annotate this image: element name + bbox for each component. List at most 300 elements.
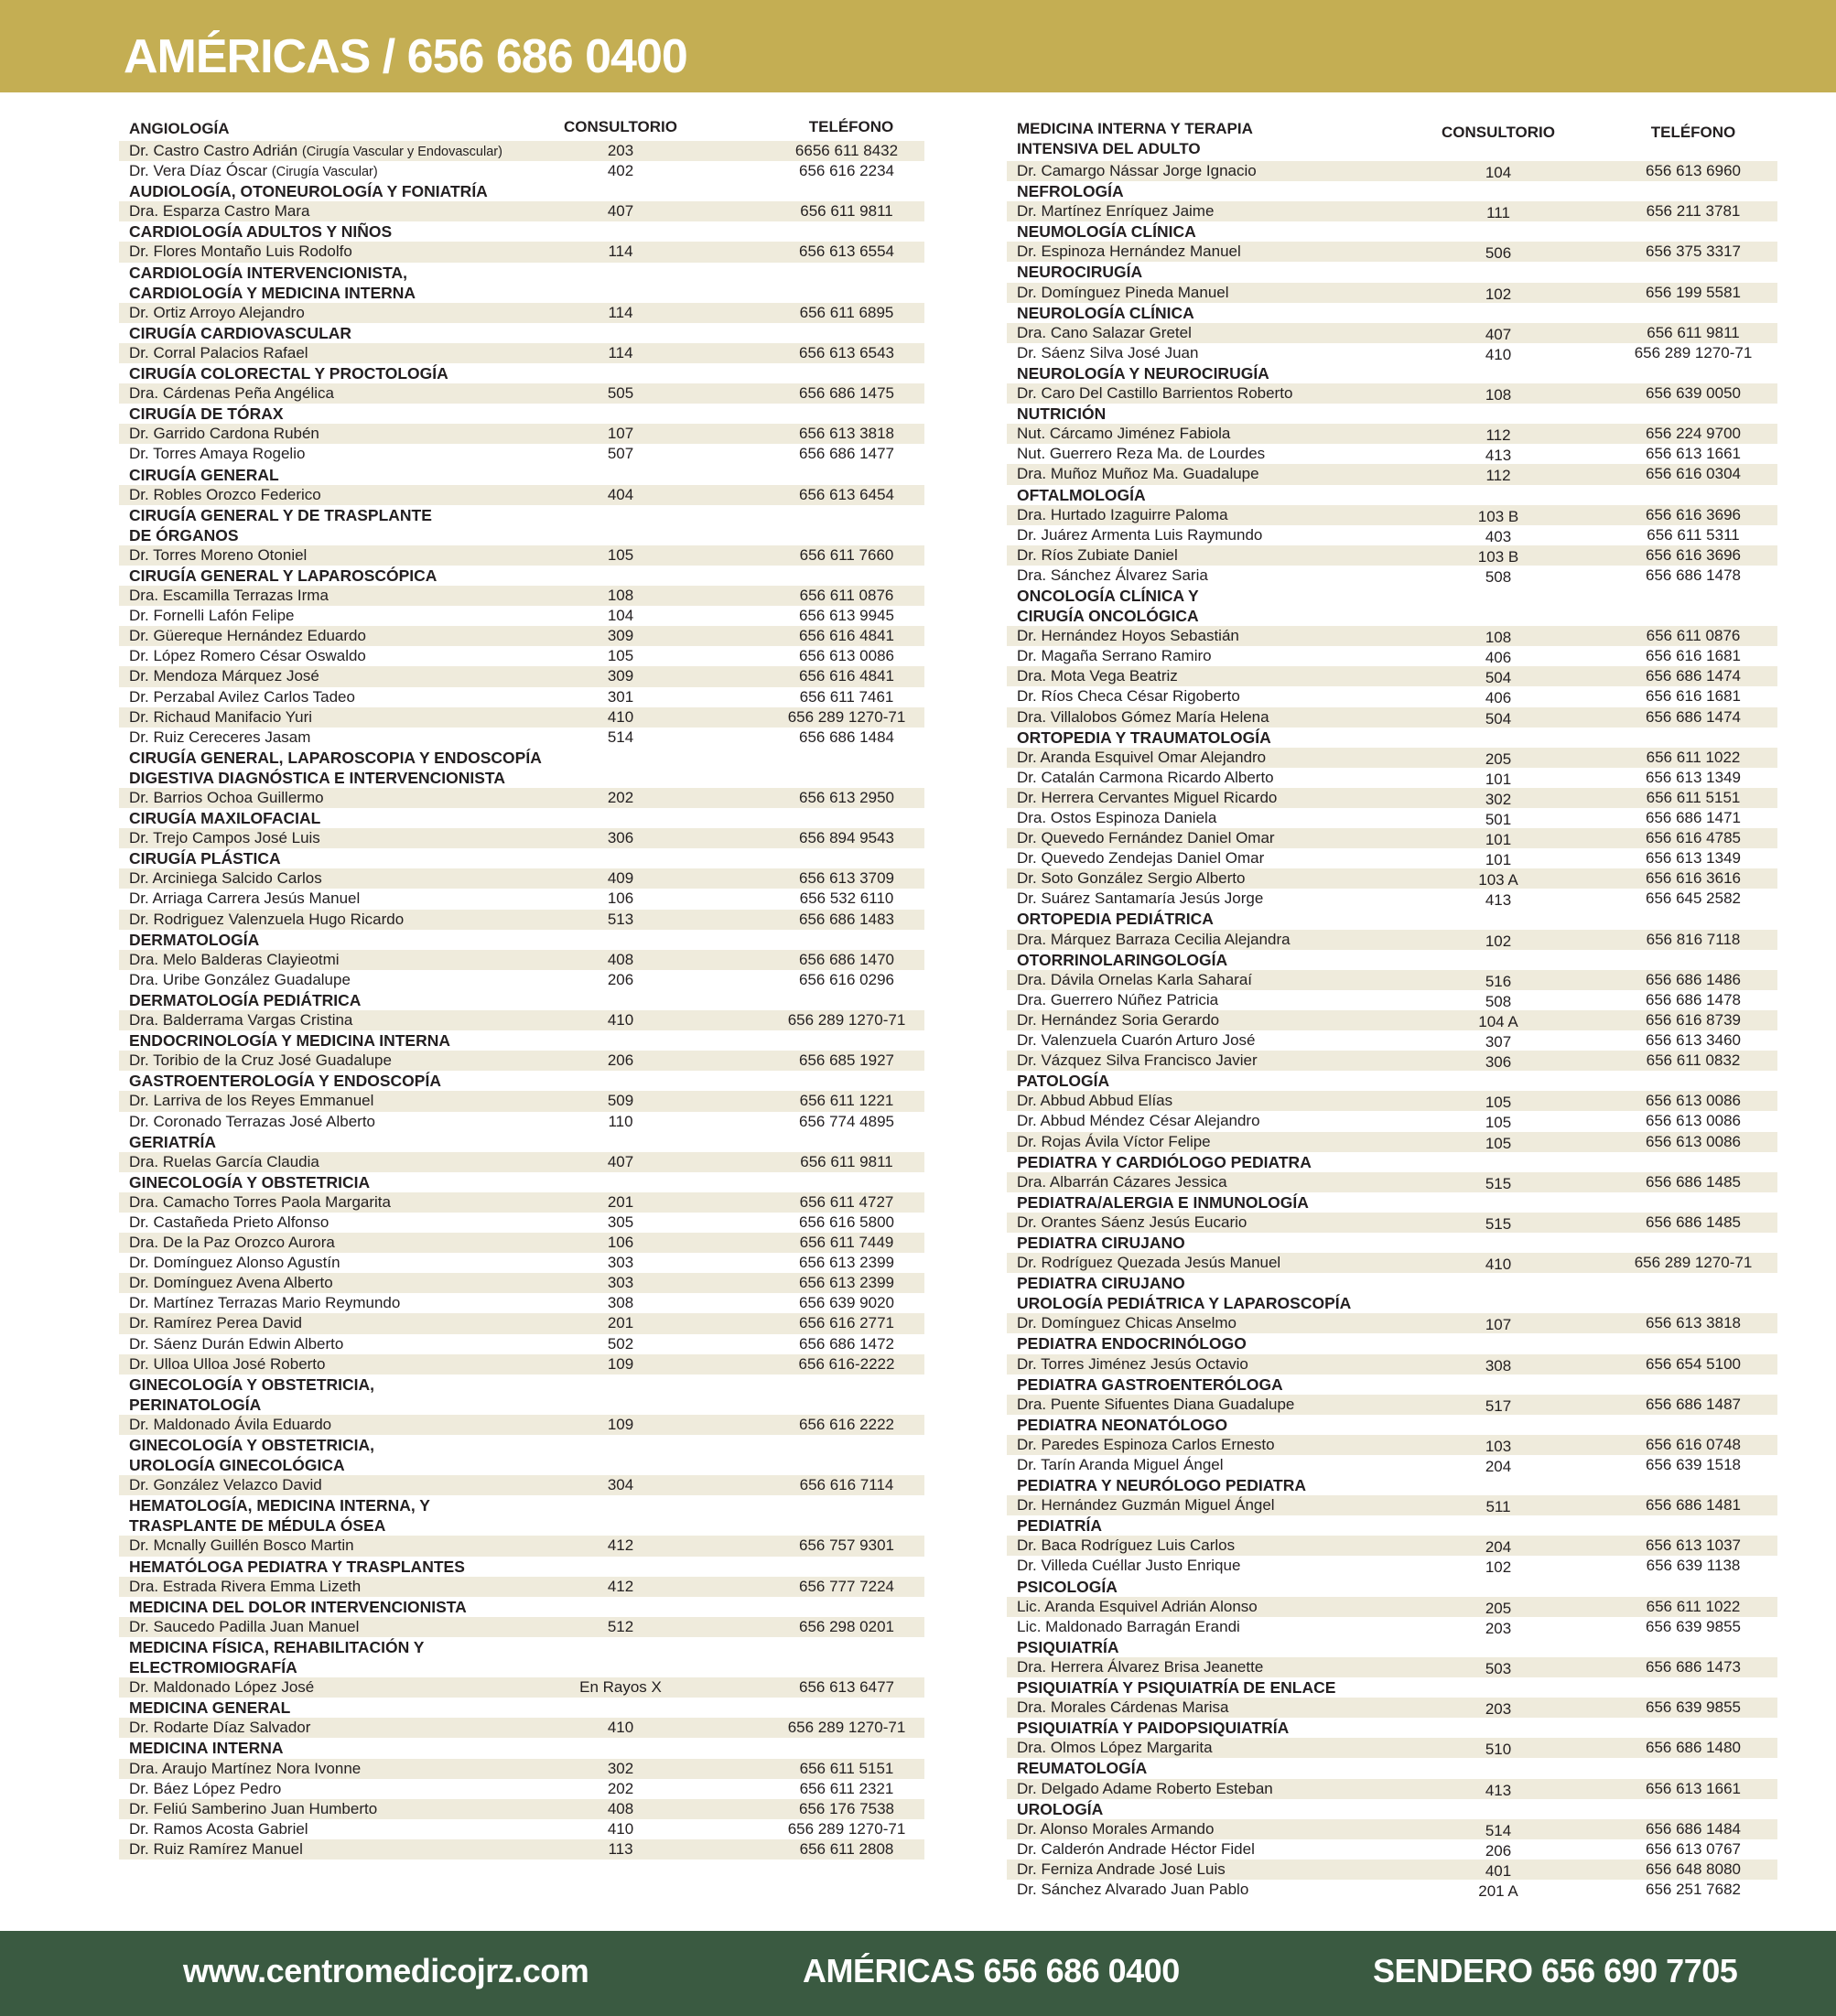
phone-number: 656 289 1270-71 xyxy=(787,1719,906,1737)
doctor-name-text: Dr. Torres Jiménez Jesús Octavio xyxy=(1017,1354,1248,1373)
doctor-name-text: Dr. Castro Castro Adrián xyxy=(129,142,298,159)
doctor-name-text: Dra. Escamilla Terrazas Irma xyxy=(129,587,329,605)
doctor-row xyxy=(1007,1213,1777,1233)
doctor-row xyxy=(1007,788,1777,808)
consultorio-number: 516 xyxy=(1485,972,1512,990)
doctor-name xyxy=(1017,1435,1275,1455)
doctor-row xyxy=(1007,970,1777,990)
specialty-heading: PEDIATRA CIRUJANO xyxy=(1017,1274,1185,1293)
phone-number: 656 686 1472 xyxy=(799,1334,894,1353)
phone-number: 656 686 1477 xyxy=(799,445,894,463)
consultorio-number: 108 xyxy=(1485,386,1512,404)
phone-number: 656 613 1349 xyxy=(1646,849,1741,868)
phone-number: 656 613 1661 xyxy=(1646,445,1741,463)
doctor-name-text: Dr. Ruiz Cereceres Jasam xyxy=(129,728,311,746)
doctor-name-text: Dra. Villalobos Gómez María Helena xyxy=(1017,707,1269,726)
consultorio-number: 203 xyxy=(1485,1700,1512,1719)
website-link[interactable]: www.centromedicojrz.com xyxy=(183,1952,589,1989)
doctor-name xyxy=(129,666,319,686)
doctor-name xyxy=(1017,1819,1214,1839)
doctor-row xyxy=(1007,808,1777,828)
doctor-row xyxy=(1007,748,1777,768)
doctor-name-text: Dr. Torres Amaya Rogelio xyxy=(129,445,306,463)
phone-number: 656 375 3317 xyxy=(1646,243,1741,261)
doctor-row xyxy=(1007,1051,1777,1071)
phone-number: 656 224 9700 xyxy=(1646,425,1741,443)
doctor-row xyxy=(1007,1313,1777,1333)
doctor-row xyxy=(119,141,924,161)
doctor-row xyxy=(119,444,924,464)
phone-number: 656 686 1478 xyxy=(1646,566,1741,584)
phone-number: 656 686 1470 xyxy=(799,950,894,968)
doctor-row xyxy=(1007,505,1777,525)
consultorio-number: 101 xyxy=(1485,851,1512,869)
consultorio-number: 505 xyxy=(607,384,634,403)
phone-number: 656 639 9020 xyxy=(799,1294,894,1312)
doctor-row xyxy=(119,1779,924,1799)
specialty-heading: ONCOLOGÍA CLÍNICA Y xyxy=(1017,586,1199,605)
doctor-name xyxy=(1017,1779,1273,1799)
consultorio-number: 201 A xyxy=(1478,1881,1518,1900)
doctor-name-text: Dr. Richaud Manifacio Yuri xyxy=(129,707,313,726)
doctor-name xyxy=(1017,646,1212,666)
doctor-name-text: Dr. Martínez Terrazas Mario Reymundo xyxy=(129,1294,401,1312)
doctor-name xyxy=(1017,201,1214,221)
phone-number: 656 613 2399 xyxy=(799,1274,894,1292)
doctor-name-text: Dra. Melo Balderas Clayieotmi xyxy=(129,950,340,968)
phone-number: 656 686 1486 xyxy=(1646,970,1741,988)
doctor-name xyxy=(129,1213,329,1233)
specialty-heading: PATOLOGÍA xyxy=(1017,1072,1110,1091)
doctor-name xyxy=(129,828,320,848)
consultorio-number: 308 xyxy=(607,1294,634,1312)
doctor-name xyxy=(1017,545,1178,566)
doctor-name-text: Dr. Rodarte Díaz Salvador xyxy=(129,1719,311,1737)
phone-number: 656 613 6477 xyxy=(799,1678,894,1697)
doctor-name xyxy=(129,1051,392,1071)
consultorio-number: 507 xyxy=(607,445,634,463)
consultorio-number: 101 xyxy=(1485,770,1512,788)
doctor-name-text: Dr. Robles Orozco Federico xyxy=(129,485,321,503)
consultorio-number: 410 xyxy=(607,707,634,726)
doctor-name xyxy=(1017,1313,1237,1333)
doctor-name-text: Dr. Juárez Armenta Luis Raymundo xyxy=(1017,525,1263,544)
doctor-name-text: Dr. Vázquez Silva Francisco Javier xyxy=(1017,1051,1258,1070)
phone-number: 656 298 0201 xyxy=(799,1617,894,1635)
doctor-name-text: Dra. Cano Salazar Gretel xyxy=(1017,323,1192,341)
specialty-heading: CIRUGÍA PLÁSTICA xyxy=(129,849,281,868)
doctor-name xyxy=(1017,383,1292,404)
specialty-heading: UROLOGÍA PEDIÁTRICA Y LAPAROSCOPÍA xyxy=(1017,1294,1352,1313)
consultorio-number: 104 xyxy=(1485,164,1512,181)
doctor-row xyxy=(1007,525,1777,545)
doctor-name-text: Dra. Muñoz Muñoz Ma. Guadalupe xyxy=(1017,465,1259,483)
doctor-name xyxy=(1017,1132,1211,1152)
phone-number: 656 816 7118 xyxy=(1646,930,1741,948)
specialty-heading: CIRUGÍA MAXILOFACIAL xyxy=(129,809,321,828)
doctor-name-text: Dra. Ostos Espinoza Daniela xyxy=(1017,809,1217,826)
specialty-heading: OTORRINOLARINGOLOGÍA xyxy=(1017,950,1228,969)
phone-number: 656 289 1270-71 xyxy=(1634,343,1753,361)
doctor-name xyxy=(129,728,310,748)
doctor-name xyxy=(129,1759,361,1779)
specialty-heading: ORTOPEDIA Y TRAUMATOLOGÍA xyxy=(1017,728,1271,747)
consultorio-number: 105 xyxy=(607,545,634,564)
doctor-name-text: Dr. Domínguez Alonso Agustín xyxy=(129,1254,340,1272)
doctor-name xyxy=(1017,1172,1227,1192)
doctor-name xyxy=(129,201,309,221)
doctor-name-text: Dr. Larriva de los Reyes Emmanuel xyxy=(129,1092,374,1110)
doctor-name-text: Dr. Suárez Santamaría Jesús Jorge xyxy=(1017,889,1264,908)
doctor-name-text: Dr. Sáenz Silva José Juan xyxy=(1017,343,1199,361)
doctor-name-text: Dr. Villeda Cuéllar Justo Enrique xyxy=(1017,1557,1241,1575)
consultorio-number: 112 xyxy=(1485,467,1511,485)
doctor-name xyxy=(129,687,355,707)
consultorio-number: 504 xyxy=(1485,709,1512,728)
consultorio-number: 303 xyxy=(607,1254,634,1272)
consultorio-number: 305 xyxy=(607,1213,634,1231)
phone-number: 656 613 1349 xyxy=(1646,768,1741,786)
doctor-name-text: Dr. Tarín Aranda Miguel Ángel xyxy=(1017,1456,1224,1473)
specialty-heading: CIRUGÍA GENERAL Y LAPAROSCÓPICA xyxy=(129,566,437,585)
specialty-heading: PSICOLOGÍA xyxy=(1017,1577,1118,1596)
consultorio-number: 106 xyxy=(607,889,634,908)
specialty-note: (Cirugía Vascular) xyxy=(271,165,378,180)
doctor-row xyxy=(119,485,924,505)
doctor-name-text: Dra. Uribe González Guadalupe xyxy=(129,970,351,988)
phone-number: 656 613 3818 xyxy=(799,425,894,443)
consultorio-number: 407 xyxy=(607,202,634,221)
doctor-name xyxy=(129,161,378,182)
consultorio-number: 106 xyxy=(607,1234,634,1252)
doctor-name xyxy=(1017,1051,1258,1071)
phone-number: 656 611 5151 xyxy=(799,1759,894,1777)
phone-number: 656 686 1485 xyxy=(1646,1172,1741,1191)
consultorio-number: 514 xyxy=(607,728,634,746)
doctor-name-text: Dra. Ruelas García Claudia xyxy=(129,1152,319,1170)
phone-number: 656 289 1270-71 xyxy=(1634,1254,1753,1272)
doctor-name xyxy=(129,1577,361,1597)
doctor-name xyxy=(1017,1839,1255,1860)
phone-number: 656 645 2582 xyxy=(1646,889,1741,908)
doctor-name-text: Dra. Morales Cárdenas Marisa xyxy=(1017,1698,1229,1717)
doctor-row xyxy=(1007,1556,1777,1576)
specialty-heading: MEDICINA FÍSICA, REHABILITACIÓN Y xyxy=(129,1637,425,1656)
doctor-name-text: Dr. Ruiz Ramírez Manuel xyxy=(129,1839,303,1858)
doctor-name xyxy=(129,606,294,626)
doctor-name-text: Dr. Ferniza Andrade José Luis xyxy=(1017,1860,1226,1878)
consultorio-number: 304 xyxy=(607,1476,634,1494)
phone-number: 656 616 3616 xyxy=(1646,869,1741,888)
phone-number: 656 686 1484 xyxy=(1646,1819,1741,1838)
doctor-name-text: Dra. Albarrán Cázares Jessica xyxy=(1017,1172,1227,1191)
doctor-name-text: Dr. Alonso Morales Armando xyxy=(1017,1819,1215,1838)
doctor-name-text: Dra. Dávila Ornelas Karla Saharaí xyxy=(1017,970,1253,988)
phone-number: 656 616 0304 xyxy=(1646,465,1741,483)
phone-number: 656 613 6960 xyxy=(1646,162,1741,179)
doctor-row xyxy=(1007,424,1777,444)
phone-number: 656 686 1487 xyxy=(1646,1395,1741,1413)
doctor-row xyxy=(1007,201,1777,221)
consultorio-number: 302 xyxy=(1485,790,1512,808)
phone-number: 656 613 3709 xyxy=(799,869,894,888)
phone-number: 656 251 7682 xyxy=(1646,1880,1741,1898)
consultorio-number: 204 xyxy=(1485,1458,1512,1475)
doctor-name-text: Dr. Garrido Cardona Rubén xyxy=(129,425,319,443)
page-title: AMÉRICAS / 656 686 0400 xyxy=(124,30,687,83)
phone-number: 656 611 6895 xyxy=(799,303,894,321)
consultorio-number: 509 xyxy=(607,1092,634,1110)
specialty-heading: CIRUGÍA GENERAL xyxy=(129,465,279,484)
doctor-row xyxy=(119,970,924,990)
doctor-row xyxy=(1007,383,1777,404)
specialty-heading: PSIQUIATRÍA Y PAIDOPSIQUIATRÍA xyxy=(1017,1719,1290,1738)
doctor-name-text: Dr. Báez López Pedro xyxy=(129,1779,282,1797)
doctor-row xyxy=(119,1617,924,1637)
doctor-name-text: Dr. Herrera Cervantes Miguel Ricardo xyxy=(1017,788,1278,806)
doctor-name xyxy=(129,868,322,889)
phone-number: 656 613 6543 xyxy=(799,343,894,361)
doctor-name-text: Dra. Camacho Torres Paola Margarita xyxy=(129,1192,391,1211)
doctor-row xyxy=(1007,1860,1777,1880)
consultorio-number: 306 xyxy=(607,829,634,847)
specialty-heading: CARDIOLOGÍA INTERVENCIONISTA, xyxy=(129,263,407,282)
doctor-row xyxy=(1007,768,1777,788)
consultorio-number: 202 xyxy=(607,1779,634,1797)
doctor-row xyxy=(119,1354,924,1375)
phone-number: 656 613 6554 xyxy=(799,243,894,261)
doctor-name-text: Dr. Martínez Enríquez Jaime xyxy=(1017,202,1215,221)
doctor-row xyxy=(1007,1435,1777,1455)
doctor-row xyxy=(1007,545,1777,566)
phone-number: 656 611 9811 xyxy=(800,1152,893,1170)
consultorio-number: 108 xyxy=(1485,629,1512,647)
doctor-name xyxy=(129,1677,314,1698)
phone-number: 656 686 1483 xyxy=(799,910,894,928)
consultorio-number: 508 xyxy=(1485,567,1512,586)
doctor-name xyxy=(1017,1010,1219,1030)
consultorio-number: 407 xyxy=(1485,325,1512,343)
doctor-name xyxy=(1017,1597,1258,1617)
doctor-name-text: Dra. Esparza Castro Mara xyxy=(129,202,310,221)
consultorio-number: 504 xyxy=(1485,669,1512,687)
phone-number: 656 289 1270-71 xyxy=(787,1011,906,1030)
phone-number: 656 611 0876 xyxy=(1646,627,1741,645)
doctor-name-text: Dr. Aranda Esquivel Omar Alejandro xyxy=(1017,748,1267,766)
doctor-row xyxy=(1007,1738,1777,1758)
consultorio-number: 409 xyxy=(607,869,634,888)
sendero-phone: SENDERO 656 690 7705 xyxy=(1373,1952,1738,1989)
consultorio-number: 113 xyxy=(608,1839,633,1858)
doctor-name xyxy=(1017,707,1269,728)
consultorio-number: 102 xyxy=(1485,1558,1512,1577)
doctor-name-text: Dr. Maldonado López José xyxy=(129,1678,315,1697)
right-directory-column xyxy=(1007,117,1777,1900)
specialty-heading: CARDIOLOGÍA ADULTOS Y NIÑOS xyxy=(129,222,393,242)
doctor-row xyxy=(119,242,924,262)
consultorio-number: 410 xyxy=(1485,1256,1512,1274)
consultorio-number: 410 xyxy=(607,1719,634,1737)
phone-number: 656 613 6454 xyxy=(799,485,894,503)
consultorio-number: 108 xyxy=(607,587,634,605)
consultorio-number: 105 xyxy=(607,647,634,665)
doctor-name xyxy=(129,1010,352,1030)
phone-number: 656 616 2234 xyxy=(799,162,894,180)
left-directory-column xyxy=(119,117,924,1860)
phone-number: 656 686 1471 xyxy=(1646,809,1741,826)
doctor-name-text: Dr. Hernández Soria Gerardo xyxy=(1017,1010,1220,1029)
doctor-name-text: Dr. Sáenz Durán Edwin Alberto xyxy=(129,1334,344,1353)
doctor-row xyxy=(1007,686,1777,706)
doctor-name xyxy=(129,950,340,970)
doctor-name-text: Dr. Hernández Guzmán Miguel Ángel xyxy=(1017,1496,1275,1515)
phone-number: 656 616 8739 xyxy=(1646,1010,1741,1029)
consultorio-number: 506 xyxy=(1485,244,1512,263)
consultorio-number: 510 xyxy=(1485,1741,1512,1759)
consultorio-number: 406 xyxy=(1485,649,1512,667)
doctor-name-text: Dr. Güereque Hernández Eduardo xyxy=(129,627,366,645)
doctor-row xyxy=(1007,1030,1777,1051)
doctor-name-text: Dr. Barrios Ochoa Guillermo xyxy=(129,789,324,806)
consultorio-number: 114 xyxy=(608,243,633,261)
doctor-name xyxy=(1017,686,1240,706)
consultorio-number: 114 xyxy=(608,343,633,361)
doctor-name-text: Dr. Mendoza Márquez José xyxy=(129,667,319,685)
doctor-name-text: Dr. Arciniega Salcido Carlos xyxy=(129,869,322,888)
specialty-heading: CIRUGÍA GENERAL Y DE TRASPLANTE xyxy=(129,505,432,524)
doctor-name-text: Dra. Cárdenas Peña Angélica xyxy=(129,384,334,403)
doctor-name xyxy=(1017,505,1228,525)
doctor-row xyxy=(119,1313,924,1333)
doctor-name xyxy=(129,303,305,323)
right-table-header xyxy=(1007,117,1777,161)
phone-number: 656 686 1474 xyxy=(1646,707,1741,726)
phone-number: 656 777 7224 xyxy=(799,1577,894,1595)
doctor-name-text: Dra. Olmos López Margarita xyxy=(1017,1739,1213,1757)
doctor-row xyxy=(119,626,924,646)
doctor-name-text: Dr. Perzabal Avilez Carlos Tadeo xyxy=(129,687,355,706)
doctor-row xyxy=(1007,1597,1777,1617)
consultorio-number: 403 xyxy=(1485,527,1512,545)
doctor-name xyxy=(1017,525,1262,545)
specialty-heading: MEDICINA INTERNA xyxy=(129,1739,284,1758)
phone-number: 656 686 1478 xyxy=(1646,990,1741,1008)
specialty-heading: GASTROENTEROLOGÍA Y ENDOSCOPÍA xyxy=(129,1072,441,1091)
doctor-name xyxy=(1017,464,1259,484)
doctor-name-text: Dr. Torres Moreno Otoniel xyxy=(129,545,308,564)
specialty-heading: UROLOGÍA GINECOLÓGICA xyxy=(129,1456,345,1475)
specialty-heading: CIRUGÍA COLORECTAL Y PROCTOLOGÍA xyxy=(129,364,448,383)
doctor-name-text: Lic. Aranda Esquivel Adrián Alonso xyxy=(1017,1597,1258,1615)
americas-phone: AMÉRICAS 656 686 0400 xyxy=(803,1952,1180,1989)
doctor-row xyxy=(1007,1495,1777,1515)
phone-number: 656 611 1221 xyxy=(799,1092,894,1110)
specialty-heading: ANGIOLOGÍA xyxy=(129,120,230,137)
doctor-name xyxy=(129,1152,319,1172)
doctor-name-text: Dr. Domínguez Avena Alberto xyxy=(129,1274,333,1292)
phone-number: 656 616 4841 xyxy=(799,667,894,685)
doctor-name-text: Dr. Magaña Serrano Ramiro xyxy=(1017,647,1212,665)
doctor-name xyxy=(129,1233,335,1253)
doctor-name-text: Dr. Ríos Checa César Rigoberto xyxy=(1017,687,1240,706)
doctor-row xyxy=(1007,1132,1777,1152)
phone-number: 656 686 1480 xyxy=(1646,1739,1741,1757)
doctor-name xyxy=(1017,828,1275,848)
doctor-name xyxy=(129,1273,333,1293)
consultorio-number: 407 xyxy=(607,1152,634,1170)
doctor-row xyxy=(1007,343,1777,363)
doctor-name xyxy=(1017,930,1291,950)
doctor-row xyxy=(119,666,924,686)
doctor-name-text: Dr. Calderón Andrade Héctor Fidel xyxy=(1017,1839,1255,1858)
doctor-name xyxy=(129,1334,343,1354)
doctor-name-text: Dra. Márquez Barraza Cecilia Alejandra xyxy=(1017,930,1291,948)
specialty-heading: NEUROLOGÍA Y NEUROCIRUGÍA xyxy=(1017,363,1269,383)
doctor-row xyxy=(119,1677,924,1698)
consultorio-number: 101 xyxy=(1485,831,1512,849)
phone-number: 656 616 2222 xyxy=(799,1415,894,1433)
phone-number: 656 616 4841 xyxy=(799,627,894,645)
specialty-heading: PSIQUIATRÍA xyxy=(1017,1637,1119,1656)
doctor-name xyxy=(129,1313,302,1333)
doctor-name xyxy=(129,1839,303,1860)
consultorio-number: 103 B xyxy=(1477,507,1519,525)
doctor-name-text: Dr. Baca Rodríguez Luis Carlos xyxy=(1017,1536,1236,1555)
doctor-name-text: Dr. Abbud Méndez César Alejandro xyxy=(1017,1112,1260,1130)
doctor-name xyxy=(129,910,404,930)
consultorio-number: 412 xyxy=(607,1577,634,1595)
consultorio-number: 306 xyxy=(1485,1053,1512,1072)
doctor-row xyxy=(119,1577,924,1597)
doctor-row xyxy=(119,728,924,748)
phone-number: 656 686 1473 xyxy=(1646,1657,1741,1676)
consultorio-number: 514 xyxy=(1485,1821,1512,1839)
doctor-name-text: Dra. Balderrama Vargas Cristina xyxy=(129,1011,353,1030)
doctor-name xyxy=(129,646,366,666)
doctor-name xyxy=(1017,768,1274,788)
doctor-name xyxy=(1017,1698,1228,1718)
consultorio-number: 104 A xyxy=(1478,1012,1518,1030)
doctor-name xyxy=(129,1799,377,1819)
consultorio-number: 517 xyxy=(1485,1396,1512,1415)
doctor-row xyxy=(119,1233,924,1253)
consultorio-number: 303 xyxy=(607,1274,634,1292)
consultorio-number: 515 xyxy=(1485,1174,1512,1192)
doctor-name-text: Dra. De la Paz Orozco Aurora xyxy=(129,1234,335,1252)
consultorio-number: 112 xyxy=(1485,426,1511,445)
specialty-heading: PERINATOLOGÍA xyxy=(129,1395,262,1414)
specialty-heading: DIGESTIVA DIAGNÓSTICA E INTERVENCIONISTA xyxy=(129,768,505,787)
specialty-heading: CIRUGÍA GENERAL, LAPAROSCOPIA Y ENDOSCOPÍA xyxy=(129,748,542,767)
doctor-row xyxy=(119,343,924,363)
consultorio-number: 307 xyxy=(1485,1033,1512,1051)
phone-number: 656 613 0086 xyxy=(799,647,894,665)
consultorio-number: 412 xyxy=(607,1536,634,1555)
consultorio-number: 109 xyxy=(607,1354,634,1373)
consultorio-number: 410 xyxy=(1485,345,1512,363)
doctor-row xyxy=(1007,1253,1777,1273)
doctor-name xyxy=(129,1819,308,1839)
specialty-heading: NEUROCIRUGÍA xyxy=(1017,263,1143,282)
specialty-heading: GINECOLOGÍA Y OBSTETRICIA xyxy=(129,1172,371,1191)
doctor-row xyxy=(1007,666,1777,686)
doctor-row xyxy=(1007,242,1777,262)
specialty-heading: ENDOCRINOLOGÍA Y MEDICINA INTERNA xyxy=(129,1031,450,1051)
doctor-row xyxy=(1007,1617,1777,1637)
phone-number: 656 611 2808 xyxy=(799,1839,894,1858)
doctor-name xyxy=(1017,1030,1256,1051)
consultorio-number: 309 xyxy=(607,667,634,685)
